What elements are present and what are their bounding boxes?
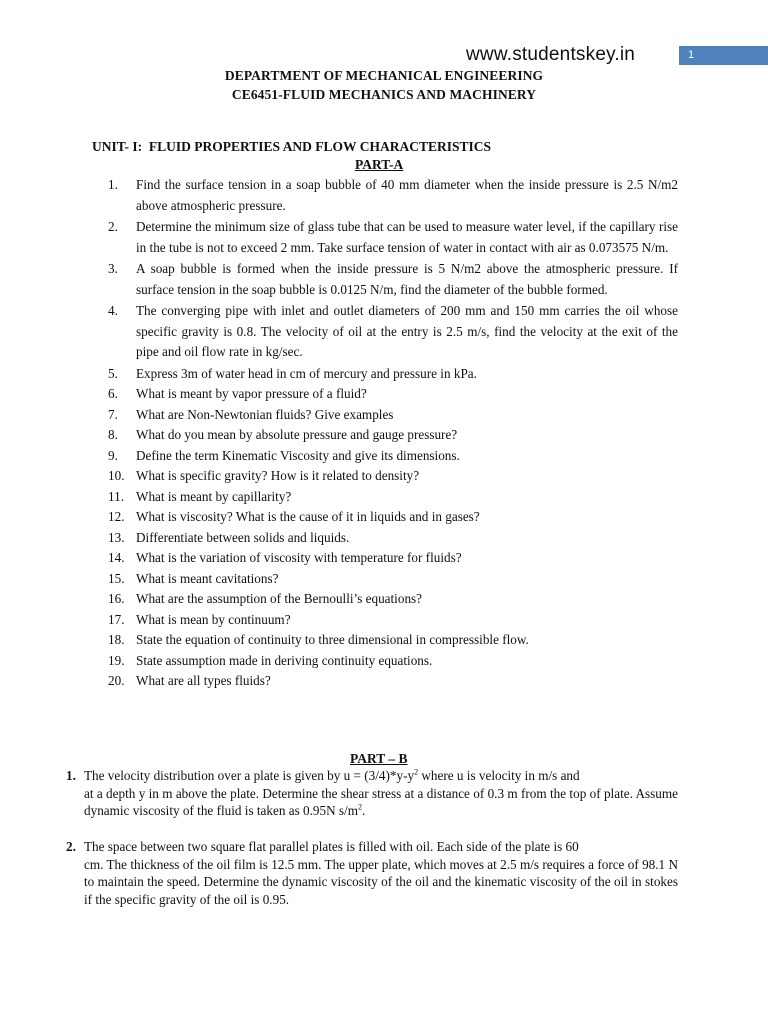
question-text-line1 — [84, 767, 678, 785]
question-number: 14. — [108, 550, 125, 565]
question-text-part: where u is velocity in m/s and — [418, 768, 580, 783]
part-b-heading: PART – B — [350, 751, 408, 766]
question-number: 1. — [108, 177, 118, 192]
question-text: What is specific gravity? How is it related to density? — [136, 468, 420, 483]
list-item — [108, 671, 678, 692]
question-text: What are Non-Newtonian fluids? Give examples — [136, 406, 394, 422]
superscript: 2 — [357, 802, 362, 812]
question-text: Determine the minimum size of glass tube that can be used to measure water level, if the capillary rise in the tube is not to exceed 2 mm. Take surface tension of water in contact with air as 0.073575 N/m. — [136, 219, 678, 255]
superscript: 2 — [414, 767, 419, 777]
question-number: 12. — [108, 509, 125, 524]
question-number: 16. — [108, 591, 125, 606]
question-text: What are all types fluids? — [136, 673, 271, 688]
list-item — [108, 610, 678, 631]
question-number: 8. — [108, 427, 118, 442]
question-text-part: at a depth y in m above the plate. Determine the shear stress at a distance of 0.3 m from the top of plate. Assume dynamic viscosity of the fluid is taken as 0.95N s/m — [84, 785, 678, 818]
question-text: What do you mean by absolute pressure and gauge pressure? — [136, 427, 458, 442]
page-badge-underline — [679, 64, 768, 65]
question-text: State assumption made in deriving continuity equations. — [136, 652, 433, 668]
part-a-question-list — [108, 175, 678, 692]
question-number: 10. — [108, 468, 125, 483]
question-text: Differentiate between solids and liquids. — [136, 529, 350, 545]
question-number: 7. — [108, 406, 118, 422]
question-text-part: The velocity distribution over a plate is given by u = (3/4)*y-y — [84, 768, 415, 783]
list-item — [108, 507, 678, 528]
question-text: What are the assumption of the Bernoulli’s equations? — [136, 591, 423, 606]
question-number: 17. — [108, 611, 125, 627]
question-number: 9. — [108, 447, 118, 463]
list-item — [108, 651, 678, 672]
list-item — [108, 259, 678, 300]
list-item — [108, 569, 678, 590]
question-number: 11. — [108, 488, 124, 504]
course-title: CE6451-FLUID MECHANICS AND MACHINERY — [231, 87, 537, 102]
list-item — [108, 630, 678, 651]
question-text: What is the variation of viscosity with temperature for fluids? — [136, 550, 462, 565]
question-text-line1: The space between two square flat parallel plates is filled with oil. Each side of the plate is 60 — [84, 839, 579, 854]
list-item — [108, 487, 678, 508]
question-text: Express 3m of water head in cm of mercury and pressure in kPa. — [136, 365, 477, 381]
question-number: 20. — [108, 673, 125, 688]
question-text: What is viscosity? What is the cause of it in liquids and in gases? — [136, 509, 480, 524]
list-item — [108, 405, 678, 426]
list-item — [108, 364, 678, 385]
question-number: 15. — [108, 570, 125, 586]
list-item — [108, 446, 678, 467]
question-number: 18. — [108, 632, 125, 647]
list-item — [108, 425, 678, 446]
question-text: What is meant by vapor pressure of a fluid? — [136, 386, 367, 401]
list-item — [108, 384, 678, 405]
part-a-heading: PART-A — [355, 157, 404, 172]
site-url: www.studentskey.in — [466, 44, 636, 65]
question-number: 13. — [108, 529, 125, 545]
list-item — [108, 548, 678, 569]
question-text: What is mean by continuum? — [136, 611, 291, 627]
question-number: 4. — [108, 303, 118, 318]
question-text: The converging pipe with inlet and outlet diameters of 200 mm and 150 mm carries the oil whose specific gravity is 0.8. The velocity of oil at the entry is 2.5 m/s, find the velocity at the exit of the pipe and oil flow rate in kg/sec. — [136, 303, 678, 359]
list-item — [108, 589, 678, 610]
question-text-part: . — [361, 803, 366, 818]
question-number: 3. — [108, 261, 118, 276]
question-text: Find the surface tension in a soap bubble of 40 mm diameter when the inside pressure is 2.5 N/m2 above atmospheric pressure. — [136, 177, 678, 213]
page-number-badge: 1 — [679, 46, 768, 64]
question-number: 5. — [108, 365, 118, 381]
part-b-question-2 — [66, 838, 678, 908]
question-text: What is meant cavitations? — [136, 570, 279, 586]
list-item — [108, 175, 678, 216]
question-text-continued: cm. The thickness of the oil film is 12.5 mm. The upper plate, which moves at 2.5 m/s requires a force of 98.1 N to maintain the speed. Determine the dynamic viscosity of the oil and the kinematic viscosity of the oil in stokes if the specific gravity of the oil is 0.95. — [84, 856, 678, 907]
department-title: DEPARTMENT OF MECHANICAL ENGINEERING — [224, 68, 544, 83]
question-number: 2. — [108, 219, 118, 234]
question-number: 6. — [108, 386, 118, 401]
question-number: 19. — [108, 652, 125, 668]
list-item — [108, 466, 678, 487]
question-text: State the equation of continuity to three dimensional in compressible flow. — [136, 632, 529, 647]
question-number: 1. — [66, 768, 76, 783]
part-b-question-1 — [66, 767, 678, 820]
question-number: 2. — [66, 839, 76, 854]
question-text-continued — [66, 785, 678, 820]
question-text: Define the term Kinematic Viscosity and give its dimensions. — [136, 447, 460, 463]
question-text: A soap bubble is formed when the inside pressure is 5 N/m2 above the atmospheric pressure. If surface tension in the soap bubble is 0.0125 N/m, find the diameter of the bubble formed. — [136, 261, 678, 297]
list-item — [108, 217, 678, 258]
list-item — [108, 301, 678, 363]
question-text: What is meant by capillarity? — [136, 488, 292, 504]
list-item — [108, 528, 678, 549]
unit-title: UNIT- I: FLUID PROPERTIES AND FLOW CHARACTERISTICS — [92, 139, 491, 154]
